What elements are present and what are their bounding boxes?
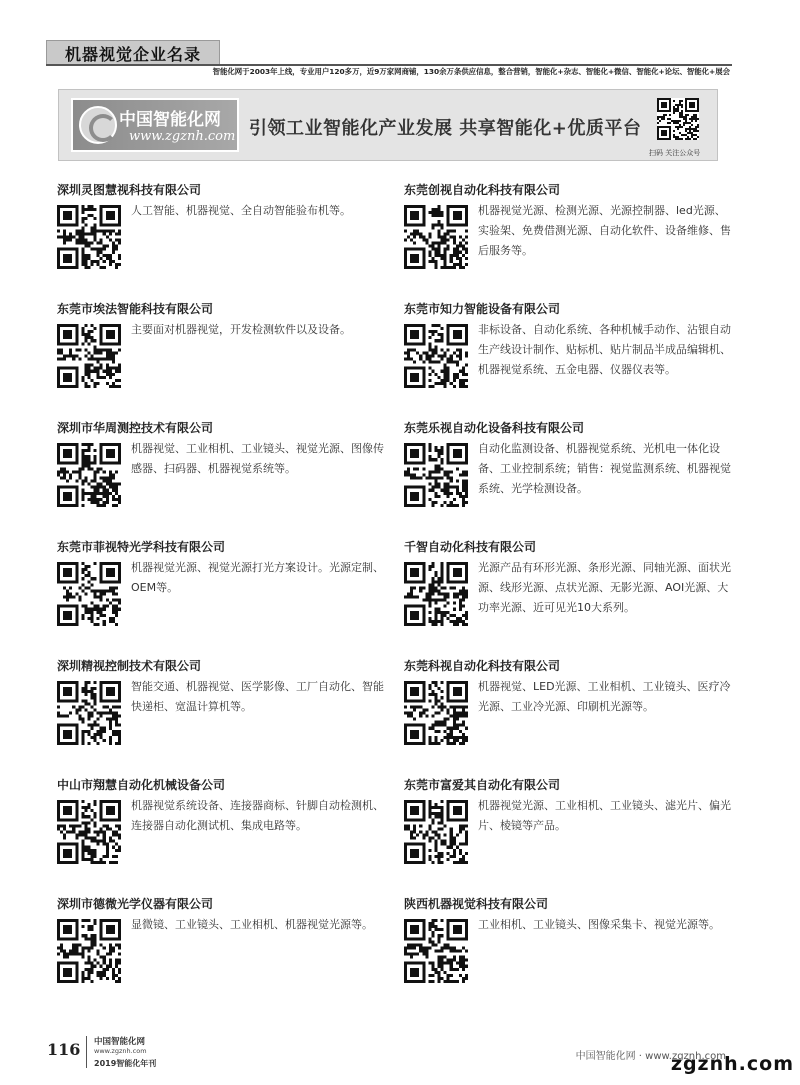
company-name: 陕西机器视觉科技有限公司 [404,897,549,911]
qr-code-icon [57,205,121,269]
company-description: 智能交通、机器视觉、医学影像、工厂自动化、智能快递柜、宽温计算机等。 [131,680,384,713]
company-name: 东莞市埃法智能科技有限公司 [57,302,214,316]
qr-code-icon [404,205,468,269]
footer-brand: 中国智能化网 [94,1037,146,1047]
company-entry [57,419,387,519]
company-description: 机器视觉系统设备、连接器商标、针脚自动检测机、连接器自动化测试机、集成电路等。 [131,799,384,832]
company-entry [404,895,734,995]
company-description: 机器视觉光源、视觉光源打光方案设计。光源定制、OEM等。 [131,561,384,594]
company-description: 机器视觉、工业相机、工业镜头、视觉光源、图像传感器、扫码器、机器视觉系统等。 [131,442,384,475]
company-entry [57,895,387,995]
company-entry [404,419,734,519]
company-name: 深圳市德微光学仪器有限公司 [57,897,214,911]
qr-code-icon [57,562,121,626]
company-description: 机器视觉光源、工业相机、工业镜头、滤光片、偏光片、棱镜等产品。 [478,799,731,832]
company-name: 东莞科视自动化科技有限公司 [404,659,561,673]
footer-annual: 2019智能化年刊 [94,1059,157,1068]
footer-site-text: 中国智能化网 · www.zgznh.com [575,1051,726,1062]
qr-code-icon [404,919,468,983]
qr-code-icon [404,681,468,745]
company-name: 东莞创视自动化科技有限公司 [404,183,561,197]
footer-divider [86,1036,87,1068]
qr-code-icon [57,800,121,864]
qr-label: 扫码 关注公众号 [649,149,701,157]
company-name: 深圳精视控制技术有限公司 [57,659,202,673]
logo-url: www.zgznh.com [129,129,236,144]
page-number: 116 [47,1040,81,1059]
header-slogan: 智能化网于2003年上线，专业用户120多万，近9万家网商铺，130余万条供应信息，整合营销，智能化+杂志、智能化+微信、智能化+论坛、智能化+展会 [212,67,730,76]
logo-mark-icon [79,106,117,144]
company-description: 非标设备、自动化系统、各种机械手动作、沾银自动生产线设计制作、贴标机、贴片制品半成品编辑机、机器视觉系统、五金电器、仪器仪表等。 [478,323,731,376]
company-description: 光源产品有环形光源、条形光源、同轴光源、面状光源、线形光源、点状光源、无影光源、AOI光源、大功率光源、近可见光10大系列。 [478,561,731,614]
promo-banner [58,89,718,161]
section-title: 机器视觉企业名录 [46,40,220,65]
company-name: 东莞市知力智能设备有限公司 [404,302,561,316]
company-name: 中山市翔慧自动化机械设备公司 [57,778,226,792]
qr-code-icon [57,443,121,507]
footer-url: www.zgznh.com [94,1047,147,1055]
banner-tagline: 引领工业智能化产业发展 共享智能化+优质平台 [249,118,642,139]
watermark: zgznh.com [670,1053,794,1075]
company-entry [404,300,734,400]
logo-text-cn: 中国智能化网 [119,110,221,130]
qr-code-icon [404,562,468,626]
company-entry [57,776,387,876]
company-name: 深圳灵图慧视科技有限公司 [57,183,202,197]
company-description: 人工智能、机器视觉、全自动智能验布机等。 [131,204,351,217]
company-entry [404,538,734,638]
company-name: 东莞市菲视特光学科技有限公司 [57,540,226,554]
qr-code-icon [57,324,121,388]
qr-code-icon [404,443,468,507]
company-entry [404,657,734,757]
company-description: 主要面对机器视觉，开发检测软件以及设备。 [131,323,351,336]
company-entry [404,181,734,281]
company-entry [404,776,734,876]
company-name: 东莞乐视自动化设备科技有限公司 [404,421,585,435]
company-name: 东莞市富爱其自动化有限公司 [404,778,561,792]
qr-code-icon [404,800,468,864]
company-entry [57,300,387,400]
company-description: 显微镜、工业镜头、工业相机、机器视觉光源等。 [131,918,373,931]
company-description: 工业相机、工业镜头、图像采集卡、视觉光源等。 [478,918,720,931]
company-description: 自动化监测设备、机器视觉系统、光机电一体化设备、工业控制系统；销售：视觉监测系统、机器视觉系统、光学检测设备。 [478,442,731,495]
qr-code-icon [657,98,699,140]
qr-code-icon [404,324,468,388]
company-description: 机器视觉、LED光源、工业相机、工业镜头、医疗冷光源、工业冷光源、印刷机光源等。 [478,680,731,713]
qr-code-icon [57,919,121,983]
company-name: 深圳市华周测控技术有限公司 [57,421,214,435]
company-entry [57,181,387,281]
company-description: 机器视觉光源、检测光源、光源控制器、led光源、实验架、免费借测光源、自动化软件、设备维修、售后服务等。 [478,204,731,257]
company-entry [57,657,387,757]
zgznh-logo-icon [71,98,239,152]
company-name: 千智自动化科技有限公司 [404,540,537,554]
qr-code-icon [57,681,121,745]
company-entry [57,538,387,638]
